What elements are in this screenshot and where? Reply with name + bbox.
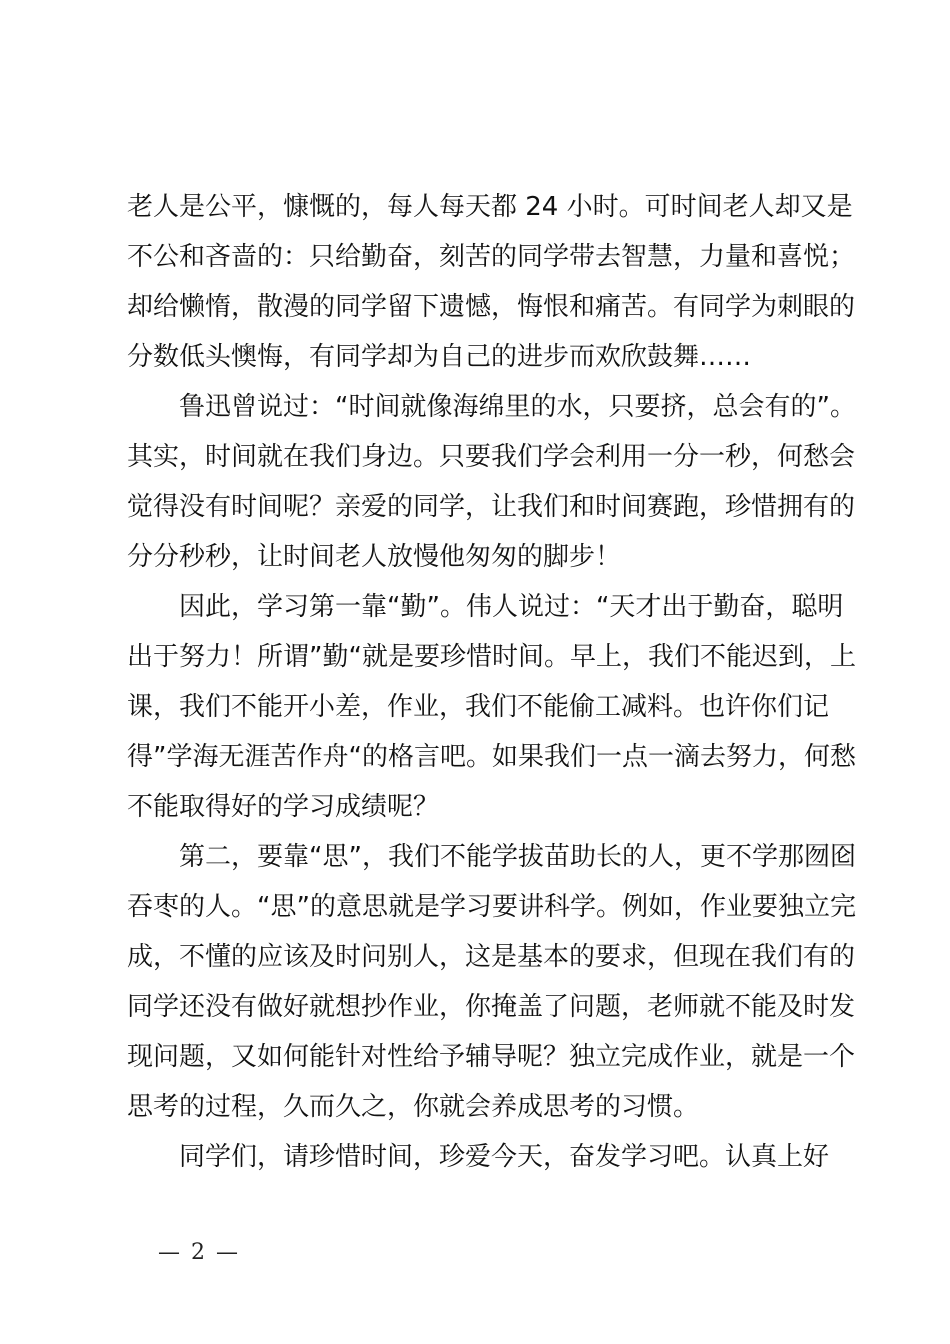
paragraph-2: 鲁迅曾说过：“时间就像海绵里的水，只要挤，总会有的”。其实，时间就在我们身边。只要我们学会利用一分一秒，何愁会觉得没有时间呢？亲爱的同学，让我们和时间赛跑，珍惜拥有的分分秒秒，让时间老人放慢他匆匆的脚步！ bbox=[127, 392, 856, 572]
paragraph-4: 第二，要靠“思”，我们不能学拔苗助长的人，更不学那囫囵吞枣的人。“思”的意思就是学习要讲科学。例如，作业要独立完成，不懂的应该及时问别人，这是基本的要求，但现在我们有的同学还没有做好就想抄作业，你掩盖了问题，老师就不能及时发现问题，又如何能针对性给予辅导呢？独立完成作业，就是一个思考的过程，久而久之，你就会养成思考的习惯。 bbox=[127, 842, 856, 1122]
paragraph-5: 同学们，请珍惜时间，珍爱今天，奋发学习吧。认真上好 bbox=[179, 1142, 830, 1172]
document-body bbox=[127, 182, 857, 1182]
paragraph-1: 老人是公平，慷慨的，每人每天都 24 小时。可时间老人却又是不公和吝啬的：只给勤奋，刻苦的同学带去智慧，力量和喜悦；却给懒惰，散漫的同学留下遗憾，悔恨和痛苦。有同学为刺眼的分数低头懊悔，有同学却为自己的进步而欢欣鼓舞…… bbox=[127, 192, 856, 372]
page-number: — 2 — bbox=[158, 1240, 240, 1265]
paragraph-3: 因此，学习第一靠“勤”。伟人说过：“天才出于勤奋，聪明出于努力！所谓”勤“就是要珍惜时间。早上，我们不能迟到，上课，我们不能开小差，作业，我们不能偷工减料。也许你们记得”学海无涯苦作舟“的格言吧。如果我们一点一滴去努力，何愁不能取得好的学习成绩呢？ bbox=[127, 592, 856, 822]
